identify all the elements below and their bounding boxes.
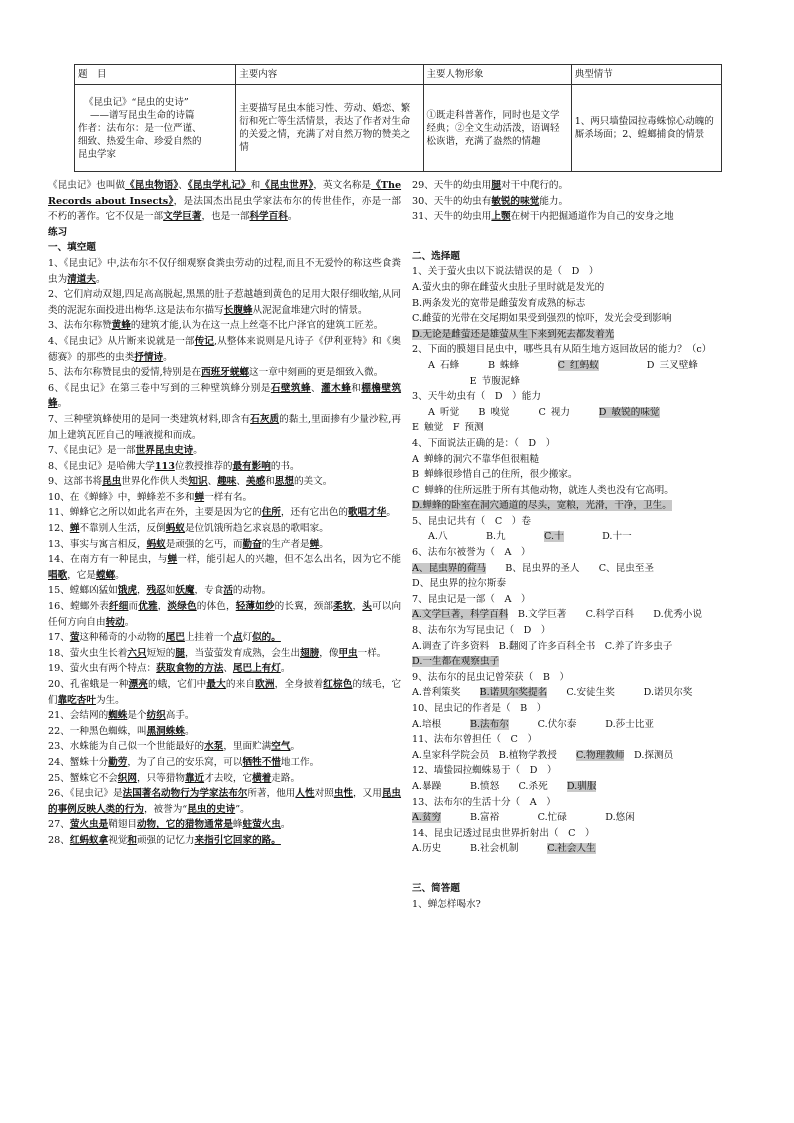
answer-text: 织网 <box>117 772 137 784</box>
list-item <box>48 817 401 833</box>
answer-text: 最大 <box>206 679 226 690</box>
answer-text: 不惜 <box>261 756 281 768</box>
answer-text: 横着 <box>252 772 272 784</box>
item-text: ， <box>352 601 363 613</box>
option: C 蝉蜂的住所远胜于所有其他动物，就连人类也没有它高明。 <box>412 484 674 496</box>
table-cell-plots: 1、两只墙蛰园拉毒蛛惊心动魄的厮杀场面；2、蝗螂捕食的情景 <box>571 85 721 172</box>
answer-text: 红蚂蚁拿 <box>69 834 109 846</box>
item-text: 这种稀奇的小动物的 <box>79 632 166 644</box>
question: 7、昆虫记是一部（ A ） <box>412 593 531 605</box>
item-text: 高手。 <box>165 710 195 722</box>
item-text: 25、蟹蛛它不会 <box>48 772 118 784</box>
answer-text: 美感 <box>245 476 266 488</box>
answer-text: 棚檐壁筑蜂 <box>48 382 402 410</box>
answer-text: 清道夫 <box>67 273 96 285</box>
question: 11、法布尔曾担任（ C ） <box>412 734 538 746</box>
list-item <box>48 708 401 724</box>
option-row: A.普利策奖 B.诺贝尔奖提名 C.安徒生奖 D.诺贝尔奖 <box>412 687 693 699</box>
item-text: 对照 <box>314 788 334 800</box>
item-text: 如 <box>165 585 176 597</box>
question: 8、法布尔为写昆虫记（ D ） <box>412 625 551 637</box>
item-text: ，当萤萤发育成熟，会生出 <box>184 647 301 659</box>
answer-text: 知识 <box>188 476 208 488</box>
item-text: 。 <box>319 538 329 550</box>
question: 4、下面说法正确的是：（ D ） <box>412 437 556 449</box>
item-text: 17、 <box>48 632 70 644</box>
item-text: 的生产者是 <box>261 538 310 550</box>
fill-blank-list <box>48 256 401 849</box>
item-text: 、 <box>236 476 246 488</box>
list-item <box>48 474 401 490</box>
item-text: 19、萤火虫有两个特点： <box>48 663 157 675</box>
left-column <box>48 178 401 849</box>
item-text: 是位饥饿所趋乞求哀恳的歌唱家。 <box>184 523 329 535</box>
title-line: ——谱写昆虫生命的诗篇 <box>90 109 195 121</box>
answer-text: 歌唱才华 <box>348 507 387 519</box>
option-row: A.培根 B.法布尔 C.伏尔泰 D.莎士比亚 <box>412 718 655 730</box>
item-text: ，它是 <box>67 569 96 581</box>
list-item <box>48 334 401 365</box>
answer-text: 妖魔 <box>175 585 195 597</box>
answer-text: 轻薄如纱 <box>235 601 275 613</box>
answer-text: 萤火虫是 <box>69 819 109 831</box>
practice-heading: 练习 <box>48 226 68 238</box>
item-text: 1、《昆虫记》中,法布尔不仅仔细观察食粪虫劳动的过程,而且不无爱怜的称这些食粪虫为 <box>48 257 401 285</box>
item-text: 所著，他用 <box>247 788 296 800</box>
item-text: 的来自 <box>225 679 256 690</box>
option: D.蝉蜂的卧室在洞穴通道的尽头，宽粮，光滑，干净，卫生。 <box>412 500 672 512</box>
answer-text: 腿 <box>491 180 501 191</box>
question-13: 13、法布尔的生活十分（ A ） <box>412 796 556 808</box>
section-heading-choice: 二、选择题 <box>412 250 460 262</box>
list-item <box>48 599 401 630</box>
list-item <box>48 459 401 475</box>
question: 2、下面的膜翅目昆虫中，哪些具有从陌生地方返回故居的能力？（c） <box>412 344 712 356</box>
list-item <box>48 365 401 381</box>
section-heading-short: 三、简答题 <box>412 882 460 894</box>
item-text: 。 <box>115 569 125 581</box>
item-text: ，又用 <box>353 788 382 800</box>
right-column <box>412 178 748 912</box>
item-text: 顽强的记忆力 <box>136 834 195 846</box>
item-text: 和 <box>265 476 275 488</box>
item-text: 27、 <box>48 819 70 831</box>
option-row: E 触觉 F 预测 <box>412 422 484 434</box>
answer-text: 勤劳 <box>108 756 128 768</box>
item-text: 14、在南方有一种昆虫，与 <box>48 554 168 566</box>
item-text: 位教授推荐的 <box>174 460 233 472</box>
question: 14、昆虫记透过昆虫世界折射出（ C ） <box>412 827 595 839</box>
option-row: D、昆虫界的拉尔斯泰 <box>412 578 507 590</box>
item-text: 。 <box>163 351 173 363</box>
item-text: 的体色， <box>196 601 236 613</box>
option-row: A.历史 B.社会机制 C.社会人生 <box>412 843 596 855</box>
item-text: 7、《昆虫记》是一部 <box>48 445 136 457</box>
item-text: 11、蝉蜂它之所以如此名声在外，主要是因为它的 <box>48 507 262 519</box>
answer-text: 淡绿色 <box>167 601 197 613</box>
answer-text: 昆虫的史诗 <box>187 803 236 815</box>
answer-text: 灌木蜂 <box>321 382 352 394</box>
option-row: D.一生都在观察虫子 <box>412 656 500 668</box>
item-text: 走路。 <box>271 772 301 784</box>
list-item <box>48 443 401 459</box>
item-text: 、 <box>311 382 322 394</box>
question: 1、关于萤火虫以下说法错误的是（ D ） <box>412 266 599 278</box>
answer-text: 蚂蚁 <box>165 523 185 535</box>
answer-text: 头 <box>362 601 373 613</box>
item-text: 20、孔雀蛾是一种 <box>48 679 129 690</box>
question: 10、昆虫记的作者是（ B ） <box>412 703 547 714</box>
table-cell-figures: ①既走科普著作，同时也是文学经典；②全文生动活泼，语调轻松诙谐，充满了盎然的情趣 <box>423 85 571 172</box>
item-text: 一样有名。 <box>204 491 253 503</box>
answer-text: 蚂蚁 <box>146 538 166 550</box>
option-row: A.贫穷 B.富裕 C.忙碌 D.悠闲 <box>412 812 635 824</box>
question: 5、昆虫记共有（ C ）卷 <box>412 515 531 527</box>
table-cell-title <box>75 85 236 172</box>
answer-text: 虫性 <box>333 788 354 800</box>
item-text: ，为了自己的安乐窝，可以 <box>127 756 243 768</box>
list-item <box>48 552 401 583</box>
item-text: 3、法布尔称赞 <box>48 320 112 332</box>
item-text: 一样。 <box>357 647 387 659</box>
item-text: 。 <box>95 273 106 285</box>
answer-text: 思想 <box>274 476 294 488</box>
item-text: 而 <box>128 601 139 613</box>
list-item <box>412 194 748 210</box>
item-text: 31、天牛的幼虫用 <box>412 211 492 223</box>
item-text: 。 <box>386 507 396 519</box>
item-text: 、 <box>207 476 218 488</box>
answer-text: 敏锐的味觉 <box>491 195 540 207</box>
option-row: A.调查了许多资料 B.翻阅了许多百科全书 C.养了许多虫子 <box>412 640 673 652</box>
answer-text: 住所 <box>261 507 281 519</box>
table-header-cell: 题 目 <box>75 65 236 85</box>
answer-text: 传记 <box>194 335 214 347</box>
answer-text: 和 <box>127 834 137 846</box>
intro-paragraph: 《昆虫记》也叫做《昆虫物语》、《昆虫学札记》和《昆虫世界》，英文名称是《The Records about Insects》，是法国杰出昆虫学家法布尔的传世佳作，亦是一部不朽的著作。它不仅是一部文学巨著，也是一部科学百科。 <box>48 180 402 223</box>
list-item <box>48 583 401 599</box>
answer-text: 尾巴上有灯 <box>232 663 281 675</box>
answer-text: 来指引它回家的路。 <box>194 834 281 846</box>
item-text: 。 <box>280 819 291 831</box>
option-row: A.皇家科学院会员 B.植物学教授 C.物理教师 D.探测员 <box>412 749 674 761</box>
item-text: 29、天牛的幼虫用 <box>412 180 492 191</box>
item-text: 6、《昆虫记》在第三卷中写到的三种壁筑蜂分别是 <box>48 382 271 394</box>
option-row: A、昆虫界的荷马 B、昆虫界的圣人 C、昆虫至圣 <box>412 562 654 574</box>
item-text: 、 <box>223 663 233 675</box>
table-header-cell: 主要内容 <box>236 65 423 85</box>
option-row: A 听觉 B 嗅觉 C 视力 D 敏锐的味觉 <box>428 406 660 418</box>
item-text: 的绒毛，它们 <box>48 679 402 706</box>
answer-text: 昆虫 <box>102 476 122 488</box>
list-item <box>48 677 401 708</box>
answer-text: 蝉 <box>69 523 80 535</box>
table-row <box>75 85 722 172</box>
answer-text: 活 <box>223 585 233 597</box>
answer-text: 甲虫 <box>338 647 358 659</box>
answer-text: 长腹蜂 <box>223 304 253 316</box>
item-text: ，专食 <box>194 585 224 597</box>
list-item <box>48 833 401 849</box>
item-text: 鞘翅目 <box>108 819 137 831</box>
option: B 蝉蜂很珍惜自己的住所，很少搬家。 <box>412 469 578 481</box>
item-text: 。 <box>184 725 195 737</box>
answer-text: 点 <box>232 632 243 644</box>
answer-text: 石壁筑蜂 <box>270 382 312 394</box>
title-line: 《昆虫记》“昆虫的史诗” <box>84 96 189 108</box>
option-row: A.八 B.九 C.十 D.十一 <box>428 531 632 543</box>
item-text: 世界化作供人类 <box>121 476 189 488</box>
question: 9、法布尔的昆虫记曾荣获（ B ） <box>412 671 570 683</box>
item-text: 23、水蛛能为自己似一个世能最好的 <box>48 741 205 753</box>
answer-text: 螳螂 <box>95 569 116 581</box>
item-text: 上挂着一个 <box>184 632 233 644</box>
option-row: E 节腹泥蜂 <box>469 375 520 387</box>
item-text: 蜂 <box>232 819 243 831</box>
answer-text: 饿虎 <box>117 585 137 597</box>
fill-blank-list-continued <box>412 178 748 225</box>
answer-text: 空气 <box>271 741 291 753</box>
item-text: ，被誉为“ <box>143 803 188 815</box>
item-text: 能力。 <box>539 195 569 207</box>
item-text: 4、《昆虫记》从片断来说就是一部 <box>48 335 195 347</box>
list-item <box>48 287 401 318</box>
list-item <box>412 178 748 194</box>
list-item <box>48 318 401 334</box>
question: 6、法布尔被誉为（ A ） <box>412 547 531 559</box>
item-text: ，还有它出色的 <box>280 507 349 519</box>
answer-text: 尾巴 <box>165 632 185 644</box>
title-line: 昆虫学家 <box>78 148 117 160</box>
list-item <box>48 771 401 787</box>
answer-text: 抒情诗 <box>134 351 164 363</box>
question: 12、墙蛰园拉蜘蛛易于（ D ） <box>412 765 557 777</box>
list-item <box>48 490 401 506</box>
list-item <box>48 537 401 553</box>
item-text: 。 <box>57 398 68 410</box>
option: B.两条发光的宽带是雌萤发育成熟的标志 <box>412 297 586 309</box>
answer-text: 翅膀 <box>300 647 320 659</box>
item-text: 22、一种黑色蜘蛛，叫 <box>48 725 147 737</box>
answer-text: 昆虫的事例反映人类的行为 <box>48 788 402 815</box>
answer-text: 水泵 <box>204 741 224 753</box>
answer-text: 靠近 <box>184 772 205 784</box>
list-item <box>48 786 401 817</box>
option: A 蝉蜂的洞穴不靠华但很粗糙 <box>412 453 540 465</box>
option: A.萤火虫的卵在雌萤火虫肚子里时就是发光的 <box>412 281 605 293</box>
answer-text: 似的。 <box>252 632 281 644</box>
answer-text: 纺织 <box>146 710 166 722</box>
title-line: 细致、热爱生命、珍爱自然的 <box>78 135 202 147</box>
item-text: ,从整体来说则是凡诗子《伊利亚特》和《奥德赛》的那些的虫类 <box>48 335 401 363</box>
answer-text: 勤奋 <box>242 538 262 550</box>
item-text: 5、法布尔称赞昆虫的爱情,特别是在 <box>48 367 202 379</box>
answer-text: 石灰质 <box>250 413 280 425</box>
list-item <box>48 630 401 646</box>
answer-text: 唱歌 <box>48 569 68 581</box>
item-text: 不靠别人生活，反倒 <box>79 523 166 535</box>
option: D.无论是雌萤还是雄萤从生下来到死去都发着光 <box>412 328 615 340</box>
title-line: 作者：法布尔：是一位严谨、 <box>78 122 202 134</box>
list-item <box>48 381 401 412</box>
list-item <box>48 739 401 755</box>
item-text: 12、 <box>48 523 70 535</box>
answer-text: 优雅 <box>138 601 158 613</box>
table-header-cell: 主要人物形象 <box>423 65 571 85</box>
list-item <box>412 209 748 225</box>
list-item <box>48 646 401 662</box>
item-text: 的书。 <box>270 460 300 472</box>
list-item <box>48 256 401 287</box>
item-text: 16、螳螂外表 <box>48 601 110 613</box>
answer-text: 人性 <box>295 788 315 800</box>
answer-text: 蝉 <box>309 538 320 550</box>
item-text: 是顽强的乞丐，而 <box>165 538 243 550</box>
list-item <box>48 505 401 521</box>
item-text: 的长翼，颈部 <box>274 601 334 613</box>
item-text: 的黏土,里面掺有少量沙粒,再加上建筑瓦匠自己的唾液搅和而成。 <box>48 413 402 441</box>
answer-text: 蜘蛛 <box>108 710 128 722</box>
answer-text: 法国著名动物行为学家法布尔 <box>122 788 248 800</box>
answer-text: 残忍 <box>146 585 166 597</box>
item-text: 15、螳螂凶猛如 <box>48 585 118 597</box>
answer-text: 黑洞蛛蛛 <box>146 725 185 737</box>
item-text: 的美文。 <box>293 476 333 488</box>
list-item <box>48 412 401 443</box>
item-text: 这一章中刻画的更是细致入微。 <box>249 367 384 379</box>
answer-text: 萤 <box>69 632 80 644</box>
option-row: A.暴躁 B.愤怒 C.杀死 D.驯服 <box>412 780 597 792</box>
answer-text: 欧洲 <box>255 679 275 690</box>
item-text: 在树干内把掘通道作为自己的安身之地 <box>510 211 674 223</box>
answer-text: 获取食物的方法 <box>156 663 224 675</box>
answer-text: 六只 <box>127 647 147 659</box>
item-text: ，全身披着 <box>274 679 324 690</box>
answer-text: 黄蜂 <box>111 320 131 332</box>
answer-text: 牺牲 <box>242 756 262 768</box>
item-text: 的建筑才能,认为在这一点上丝毫不比户泽官的建筑工匠差。 <box>130 320 384 332</box>
answer-text: 柔软 <box>333 601 353 613</box>
item-text: 灯 <box>242 632 253 644</box>
answer-text: 蝉 <box>167 554 178 566</box>
list-item <box>48 755 401 771</box>
table-header-row <box>75 65 722 85</box>
item-text: 的蛾，它们中 <box>148 679 207 690</box>
summary-table <box>74 64 722 172</box>
question: 3、天牛幼虫有（ D ）能力 <box>412 391 541 403</box>
item-text: ”。 <box>235 803 250 815</box>
item-text: 短短的 <box>146 647 176 659</box>
list-item <box>48 521 401 537</box>
item-text: 26、《昆虫记》是 <box>48 788 123 800</box>
option-row: A.文学巨著，科学百科 B.文学巨著 C.科学百科 D.优秀小说 <box>412 609 702 621</box>
item-text: ，像 <box>319 647 339 659</box>
item-text: 。 <box>193 445 203 457</box>
answer-text: 蝉 <box>194 491 205 503</box>
item-text: 才去咬，它 <box>204 772 253 784</box>
answer-text: 趣味 <box>217 476 237 488</box>
item-text: 8、《昆虫记》是哈佛大学 <box>48 460 155 472</box>
answer-text: 靠吃杏叶 <box>57 694 96 706</box>
answer-text: 漂亮 <box>128 679 148 690</box>
item-text: 的动物。 <box>232 585 272 597</box>
answer-text: 蛀萤火虫 <box>242 819 281 831</box>
item-text: 10、在《蝉蜂》中，蝉蜂差不多和 <box>48 491 195 503</box>
item-text: 28、 <box>48 834 70 846</box>
item-text: ，只等猎物 <box>136 772 185 784</box>
item-text: 为生。 <box>95 694 125 706</box>
answer-text: 上颚 <box>491 211 511 223</box>
section-heading-fill: 一、填空题 <box>48 242 96 254</box>
item-text: 30、天牛的幼虫有 <box>412 195 492 207</box>
short-question: 1、蝉怎样喝水? <box>412 898 481 910</box>
answer-text: 动物，它的猎物通常是 <box>136 819 233 831</box>
list-item <box>48 724 401 740</box>
answer-text: 红棕色 <box>323 679 353 690</box>
answer-text: 最有影响 <box>232 460 271 472</box>
item-text: ， <box>136 585 147 597</box>
option: C.雌萤的光带在交尾期如果受到强烈的惊吓，发光会受到影响 <box>412 313 672 325</box>
answer-text: 世界昆虫史诗 <box>135 445 194 457</box>
item-text: 。 <box>124 616 135 628</box>
answer-text: 转动 <box>105 616 125 628</box>
option-row: A 石蜂 B 蛛蜂 C 红蚂蚁 D 三叉壁蜂 <box>428 359 698 371</box>
list-item <box>48 661 401 677</box>
item-text: 对干中爬行的。 <box>500 180 569 191</box>
table-cell-content: 主要描写昆虫本能习性、劳动、婚恋、繁衍和死亡等生活情景，表达了作者对生命的关爱之情，充满了对自然万物的赞美之情 <box>236 85 423 172</box>
item-text: 是个 <box>127 710 147 722</box>
answer-text: 113 <box>154 460 175 472</box>
item-text: 。 <box>280 663 291 675</box>
item-text: 13、事实与寓言相反， <box>48 538 147 550</box>
item-text: ， <box>157 601 168 613</box>
item-text: 24、蟹蛛十分 <box>48 756 109 768</box>
item-text: 可以向任何方向自由 <box>48 601 402 628</box>
answer-text: 纤细 <box>109 601 129 613</box>
item-text: 21、会结网的 <box>48 710 109 722</box>
item-text: 18、萤火虫生长着 <box>48 647 128 659</box>
table-header-cell: 典型情节 <box>571 65 721 85</box>
answer-text: 腿 <box>175 647 185 659</box>
item-text: 和 <box>351 382 362 394</box>
item-text: 。 <box>290 741 301 753</box>
answer-text: 西班牙蜣螂 <box>201 367 250 379</box>
item-text: 从泥泥盒堆建穴时的情景。 <box>252 304 368 316</box>
item-text: 9、这部书将 <box>48 476 103 488</box>
item-text: 一样，能引起人的兴趣，但不怎么出名，因为它不能 <box>177 554 402 566</box>
item-text: 2、它们肩动双翅,四足高高脱起,黑黑的肚子惹越趟到黄色的足用大限仔细收缩,从同类的泥泥东面投进出梅华.这是法布尔描写 <box>48 289 401 316</box>
item-text: 7、三种壁筑蜂使用的是同一类建筑材料,即含有 <box>48 413 251 425</box>
item-text: 视觉 <box>108 834 128 846</box>
item-text: ，里面贮满 <box>223 741 272 753</box>
item-text: 地工作。 <box>280 756 320 768</box>
